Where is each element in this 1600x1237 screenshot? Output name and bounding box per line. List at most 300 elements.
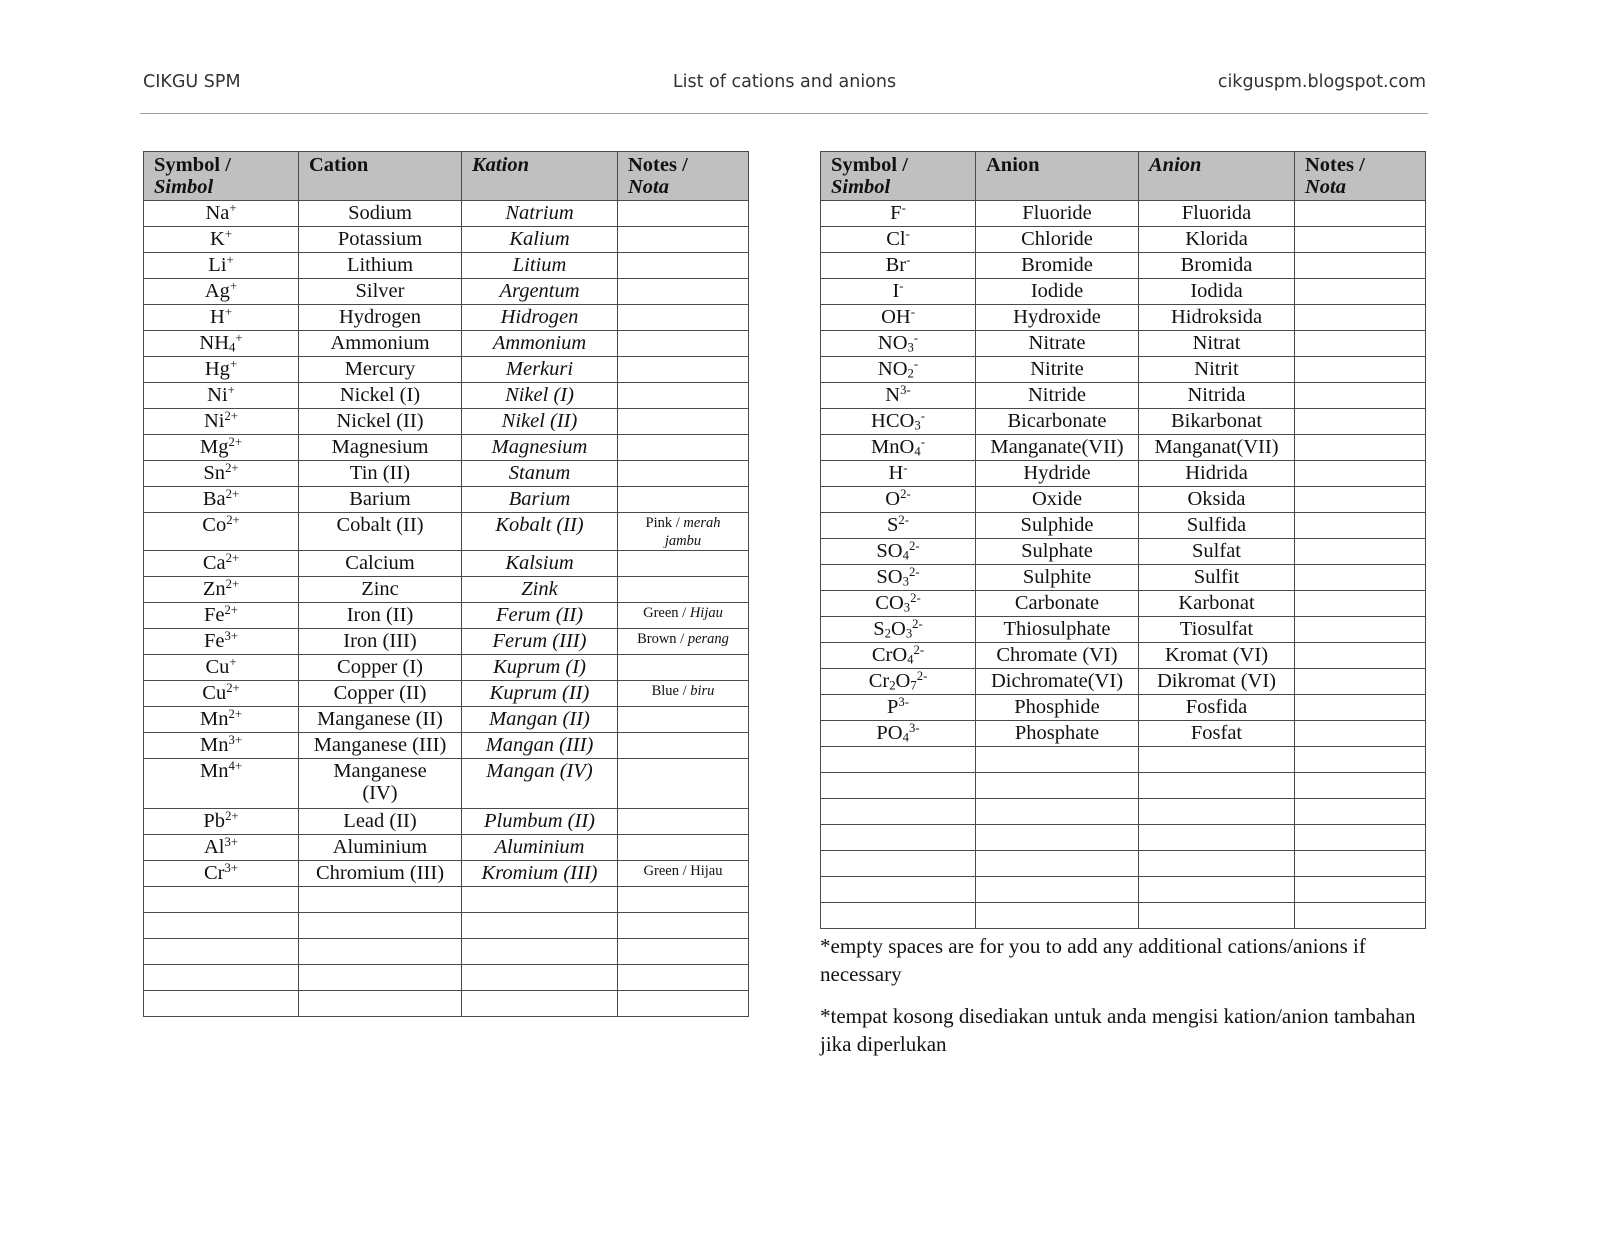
cation-note <box>618 551 749 577</box>
empty-cell <box>976 903 1139 929</box>
cation-symbol: Ag+ <box>144 279 299 305</box>
empty-cell <box>976 851 1139 877</box>
anion-row <box>821 409 1426 435</box>
cation-row <box>144 603 749 629</box>
anion-note <box>1295 383 1426 409</box>
anion-symbol: $SO_4^{2-}$ <box>821 539 976 565</box>
anion-note <box>1295 487 1426 513</box>
anion-symbol: $NO_3^-$ <box>821 331 976 357</box>
anion-name-malay: Bikarbonat <box>1139 409 1295 435</box>
cation-row <box>144 577 749 603</box>
cation-row <box>144 383 749 409</box>
anion-name-malay: Fosfida <box>1139 695 1295 721</box>
cation-table <box>143 151 749 1017</box>
anion-name-english: Bromide <box>976 253 1139 279</box>
anion-empty-row <box>821 825 1426 851</box>
anion-name-english: Nitrate <box>976 331 1139 357</box>
cation-name-malay: Kuprum (II) <box>462 681 618 707</box>
anion-empty-row <box>821 773 1426 799</box>
anion-symbol: $PO_4^{3-}$ <box>821 721 976 747</box>
empty-cell <box>462 991 618 1017</box>
anion-name-malay: Dikromat (VI) <box>1139 669 1295 695</box>
cation-row <box>144 707 749 733</box>
anion-name-english: Oxide <box>976 487 1139 513</box>
anion-row <box>821 669 1426 695</box>
cation-name-english: Iron (III) <box>299 629 462 655</box>
cation-name-malay: Ferum (III) <box>462 629 618 655</box>
cation-symbol: $Pb^{2+}$ <box>144 809 299 835</box>
cation-symbol: $Zn^{2+}$ <box>144 577 299 603</box>
cation-symbol: Li+ <box>144 253 299 279</box>
anion-name-english: Dichromate(VI) <box>976 669 1139 695</box>
anion-empty-row <box>821 877 1426 903</box>
empty-cell <box>976 799 1139 825</box>
cation-name-malay: Mangan (IV) <box>462 759 618 809</box>
column-header-notes: Notes / Nota <box>618 152 749 201</box>
anion-note <box>1295 331 1426 357</box>
cation-name-english: Mercury <box>299 357 462 383</box>
cation-name-malay: Nikel (II) <box>462 409 618 435</box>
anion-note <box>1295 279 1426 305</box>
anion-symbol: F- <box>821 201 976 227</box>
cation-name-malay: Stanum <box>462 461 618 487</box>
anion-symbol: $N^{3-}$ <box>821 383 976 409</box>
anion-name-english: Hydroxide <box>976 305 1139 331</box>
cation-table-header-row <box>144 152 749 201</box>
empty-cell <box>1295 747 1426 773</box>
empty-cell <box>976 825 1139 851</box>
cation-name-malay: Mangan (II) <box>462 707 618 733</box>
cation-note: Green / Hijau <box>618 603 749 629</box>
anion-empty-row <box>821 903 1426 929</box>
column-header-cation: Cation <box>299 152 462 201</box>
anion-name-malay: Fluorida <box>1139 201 1295 227</box>
cation-symbol: $Fe^{3+}$ <box>144 629 299 655</box>
cation-row <box>144 809 749 835</box>
empty-cell <box>144 965 299 991</box>
cation-name-english: Lead (II) <box>299 809 462 835</box>
column-header-notes: Notes / Nota <box>1295 152 1426 201</box>
cation-name-english: Nickel (II) <box>299 409 462 435</box>
cation-note <box>618 655 749 681</box>
anion-symbol: $O^{2-}$ <box>821 487 976 513</box>
empty-cell <box>299 887 462 913</box>
anion-row <box>821 721 1426 747</box>
cation-symbol: $Sn^{2+}$ <box>144 461 299 487</box>
cation-symbol: $Mn^{3+}$ <box>144 733 299 759</box>
cation-name-malay: Litium <box>462 253 618 279</box>
cation-row <box>144 629 749 655</box>
anion-note <box>1295 227 1426 253</box>
cation-symbol: $Ni^{2+}$ <box>144 409 299 435</box>
cation-name-english: Magnesium <box>299 435 462 461</box>
anion-name-english: Iodide <box>976 279 1139 305</box>
cation-symbol: Hg+ <box>144 357 299 383</box>
cation-name-malay: Argentum <box>462 279 618 305</box>
cation-name-malay: Aluminium <box>462 835 618 861</box>
anion-note <box>1295 305 1426 331</box>
cation-note <box>618 305 749 331</box>
anion-note <box>1295 435 1426 461</box>
anion-name-english: Phosphate <box>976 721 1139 747</box>
cation-name-malay: Plumbum (II) <box>462 809 618 835</box>
cation-symbol: $Cu^{2+}$ <box>144 681 299 707</box>
anion-symbol: H- <box>821 461 976 487</box>
cation-symbol: $Mn^{2+}$ <box>144 707 299 733</box>
anion-symbol: CrO$_4^{2-}$ <box>821 643 976 669</box>
cation-row <box>144 513 749 551</box>
cation-name-english: Manganese (II) <box>299 707 462 733</box>
anion-row <box>821 461 1426 487</box>
cation-note <box>618 733 749 759</box>
anion-symbol: $HCO_3^-$ <box>821 409 976 435</box>
anion-row <box>821 279 1426 305</box>
cation-name-malay: Nikel (I) <box>462 383 618 409</box>
cation-note <box>618 835 749 861</box>
cation-row <box>144 759 749 809</box>
anion-empty-row <box>821 851 1426 877</box>
anion-row <box>821 539 1426 565</box>
cation-row <box>144 551 749 577</box>
empty-cell <box>299 939 462 965</box>
anion-symbol: Cl- <box>821 227 976 253</box>
empty-cell <box>462 887 618 913</box>
empty-cell <box>821 799 976 825</box>
anion-table-header-row <box>821 152 1426 201</box>
cation-symbol: Ni+ <box>144 383 299 409</box>
footnote-malay: *tempat kosong disediakan untuk anda mengisi kation/anion tambahan jika diperlukan <box>820 1004 1416 1056</box>
anion-symbol: I- <box>821 279 976 305</box>
cation-row <box>144 279 749 305</box>
cation-row <box>144 305 749 331</box>
anion-name-malay: Tiosulfat <box>1139 617 1295 643</box>
anion-symbol: $S^{2-}$ <box>821 513 976 539</box>
cation-row <box>144 331 749 357</box>
cation-name-english: Cobalt (II) <box>299 513 462 551</box>
anion-name-english: Fluoride <box>976 201 1139 227</box>
cation-note <box>618 201 749 227</box>
empty-cell <box>462 939 618 965</box>
anion-note <box>1295 461 1426 487</box>
anion-note <box>1295 695 1426 721</box>
anion-row <box>821 591 1426 617</box>
column-header-kation: Kation <box>462 152 618 201</box>
empty-cell <box>144 887 299 913</box>
anion-name-malay: Fosfat <box>1139 721 1295 747</box>
anion-name-malay: Nitrat <box>1139 331 1295 357</box>
cation-row <box>144 733 749 759</box>
anion-row <box>821 331 1426 357</box>
cation-symbol: $Ca^{2+}$ <box>144 551 299 577</box>
cation-note <box>618 461 749 487</box>
cation-name-malay: Ferum (II) <box>462 603 618 629</box>
empty-cell <box>1139 851 1295 877</box>
cation-empty-row <box>144 965 749 991</box>
empty-cell <box>1139 877 1295 903</box>
cation-symbol: $Mg^{2+}$ <box>144 435 299 461</box>
cation-symbol: $Mn^{4+}$ <box>144 759 299 809</box>
cation-row <box>144 409 749 435</box>
anion-note <box>1295 721 1426 747</box>
cation-row <box>144 681 749 707</box>
anion-name-malay: Sulfat <box>1139 539 1295 565</box>
empty-cell <box>1295 825 1426 851</box>
anion-name-english: Bicarbonate <box>976 409 1139 435</box>
anion-name-malay: Nitrida <box>1139 383 1295 409</box>
cation-symbol: Cu+ <box>144 655 299 681</box>
anion-row <box>821 513 1426 539</box>
empty-cell <box>618 991 749 1017</box>
anion-symbol: $S_2O_3^{2-}$ <box>821 617 976 643</box>
empty-cell <box>144 939 299 965</box>
anion-name-malay: Bromida <box>1139 253 1295 279</box>
anion-name-english: Phosphide <box>976 695 1139 721</box>
anion-name-malay: Iodida <box>1139 279 1295 305</box>
anion-row <box>821 383 1426 409</box>
cation-note <box>618 357 749 383</box>
cation-name-malay: Kromium (III) <box>462 861 618 887</box>
empty-cell <box>1295 851 1426 877</box>
anion-note <box>1295 201 1426 227</box>
anion-name-english: Carbonate <box>976 591 1139 617</box>
anion-note <box>1295 253 1426 279</box>
cation-row <box>144 487 749 513</box>
anion-symbol: OH- <box>821 305 976 331</box>
cation-empty-row <box>144 939 749 965</box>
cation-name-english: Sodium <box>299 201 462 227</box>
anion-name-english: Sulphide <box>976 513 1139 539</box>
cation-row <box>144 861 749 887</box>
cation-note <box>618 487 749 513</box>
anion-row <box>821 201 1426 227</box>
empty-cell <box>299 965 462 991</box>
column-header-symbol: Symbol / Simbol <box>821 152 976 201</box>
empty-cell <box>462 913 618 939</box>
header-left-label: CIKGU SPM <box>143 72 241 92</box>
empty-cell <box>618 939 749 965</box>
anion-note <box>1295 617 1426 643</box>
empty-cell <box>299 913 462 939</box>
cation-row <box>144 357 749 383</box>
anion-note <box>1295 565 1426 591</box>
anion-symbol: $SO_3^{2-}$ <box>821 565 976 591</box>
anion-note <box>1295 643 1426 669</box>
anion-note <box>1295 669 1426 695</box>
empty-cell <box>821 851 976 877</box>
column-header-symbol: Symbol / Simbol <box>144 152 299 201</box>
empty-cell <box>1295 773 1426 799</box>
anion-name-malay: Hidroksida <box>1139 305 1295 331</box>
empty-cell <box>976 773 1139 799</box>
cation-note <box>618 331 749 357</box>
empty-cell <box>144 913 299 939</box>
empty-cell <box>618 965 749 991</box>
cation-symbol: $NH_4^+$ <box>144 331 299 357</box>
anion-name-english: Chromate (VI) <box>976 643 1139 669</box>
anion-row <box>821 253 1426 279</box>
cation-table-body <box>144 201 749 1017</box>
cation-name-english: Nickel (I) <box>299 383 462 409</box>
cation-note <box>618 383 749 409</box>
header-divider <box>140 113 1428 114</box>
anion-name-english: Nitride <box>976 383 1139 409</box>
cation-row <box>144 253 749 279</box>
cation-name-malay: Kalium <box>462 227 618 253</box>
empty-cell <box>618 913 749 939</box>
cation-note: Brown / perang <box>618 629 749 655</box>
anion-note <box>1295 513 1426 539</box>
cation-note: Blue / biru <box>618 681 749 707</box>
cation-note <box>618 435 749 461</box>
cation-name-english: Ammonium <box>299 331 462 357</box>
column-header-anion-malay: Anion <box>1139 152 1295 201</box>
cation-name-english: Silver <box>299 279 462 305</box>
anion-name-malay: Oksida <box>1139 487 1295 513</box>
empty-cell <box>821 825 976 851</box>
cation-symbol: $Cr^{3+}$ <box>144 861 299 887</box>
cation-name-malay: Zink <box>462 577 618 603</box>
anion-name-malay: Kromat (VI) <box>1139 643 1295 669</box>
cation-name-english: Barium <box>299 487 462 513</box>
anion-name-malay: Nitrit <box>1139 357 1295 383</box>
empty-cell <box>1139 799 1295 825</box>
anion-name-english: Sulphite <box>976 565 1139 591</box>
cation-name-malay: Hidrogen <box>462 305 618 331</box>
cation-name-malay: Ammonium <box>462 331 618 357</box>
anion-name-malay: Sulfida <box>1139 513 1295 539</box>
cation-symbol: K+ <box>144 227 299 253</box>
cation-row <box>144 835 749 861</box>
anion-symbol: $Cr_2O_7^{2-}$ <box>821 669 976 695</box>
empty-cell <box>618 887 749 913</box>
cation-row <box>144 227 749 253</box>
anion-empty-row <box>821 747 1426 773</box>
cation-name-malay: Kuprum (I) <box>462 655 618 681</box>
cation-note: Pink / merah jambu <box>618 513 749 551</box>
cation-symbol: $Co^{2+}$ <box>144 513 299 551</box>
cation-name-english: Copper (II) <box>299 681 462 707</box>
cation-symbol: $Fe^{2+}$ <box>144 603 299 629</box>
anion-name-malay: Sulfit <box>1139 565 1295 591</box>
anion-name-malay: Klorida <box>1139 227 1295 253</box>
anion-symbol: MnO$_4$- <box>821 435 976 461</box>
cation-symbol: $Al^{3+}$ <box>144 835 299 861</box>
empty-cell <box>144 991 299 1017</box>
cation-name-english: Manganese (III) <box>299 733 462 759</box>
anion-table <box>820 151 1426 929</box>
anion-empty-row <box>821 799 1426 825</box>
cation-name-malay: Magnesium <box>462 435 618 461</box>
cation-name-english: Chromium (III) <box>299 861 462 887</box>
cation-note <box>618 253 749 279</box>
anion-symbol: $CO_3^{2-}$ <box>821 591 976 617</box>
cation-name-english: Potassium <box>299 227 462 253</box>
anion-symbol: $P^{3-}$ <box>821 695 976 721</box>
cation-name-english: Zinc <box>299 577 462 603</box>
cation-empty-row <box>144 913 749 939</box>
cation-note <box>618 409 749 435</box>
anion-name-english: Sulphate <box>976 539 1139 565</box>
cation-symbol: $Ba^{2+}$ <box>144 487 299 513</box>
cation-name-english: Aluminium <box>299 835 462 861</box>
cation-row <box>144 435 749 461</box>
anion-row <box>821 435 1426 461</box>
cation-note <box>618 279 749 305</box>
empty-cell <box>976 747 1139 773</box>
anion-name-malay: Hidrida <box>1139 461 1295 487</box>
anion-name-english: Chloride <box>976 227 1139 253</box>
anion-symbol: $NO_2^-$ <box>821 357 976 383</box>
cation-note: Green / Hijau <box>618 861 749 887</box>
cation-name-malay: Kalsium <box>462 551 618 577</box>
cation-row <box>144 201 749 227</box>
anion-note <box>1295 539 1426 565</box>
anion-row <box>821 617 1426 643</box>
empty-cell <box>976 877 1139 903</box>
anion-row <box>821 695 1426 721</box>
cation-note <box>618 759 749 809</box>
anion-name-english: Thiosulphate <box>976 617 1139 643</box>
anion-row <box>821 227 1426 253</box>
anion-name-english: Hydride <box>976 461 1139 487</box>
column-header-anion: Anion <box>976 152 1139 201</box>
cation-name-english: Hydrogen <box>299 305 462 331</box>
empty-cell <box>1139 747 1295 773</box>
anion-note <box>1295 357 1426 383</box>
empty-cell <box>299 991 462 1017</box>
empty-cell <box>821 773 976 799</box>
anion-name-english: Nitrite <box>976 357 1139 383</box>
cation-name-malay: Natrium <box>462 201 618 227</box>
anion-name-english: Manganate(VII) <box>976 435 1139 461</box>
cation-symbol: Na+ <box>144 201 299 227</box>
cation-empty-row <box>144 991 749 1017</box>
cation-name-english: Copper (I) <box>299 655 462 681</box>
cation-name-english: Tin (II) <box>299 461 462 487</box>
cation-symbol: H+ <box>144 305 299 331</box>
anion-note <box>1295 591 1426 617</box>
anion-row <box>821 643 1426 669</box>
cation-name-english: Calcium <box>299 551 462 577</box>
anion-name-malay: Karbonat <box>1139 591 1295 617</box>
anion-row <box>821 487 1426 513</box>
cation-note <box>618 227 749 253</box>
cation-row <box>144 461 749 487</box>
empty-cell <box>821 747 976 773</box>
empty-cell <box>821 903 976 929</box>
cation-name-malay: Mangan (III) <box>462 733 618 759</box>
cation-note <box>618 809 749 835</box>
cation-note <box>618 707 749 733</box>
anion-row <box>821 565 1426 591</box>
cation-empty-row <box>144 887 749 913</box>
cation-row <box>144 655 749 681</box>
header-title: List of cations and anions <box>672 72 897 92</box>
empty-cell <box>1139 825 1295 851</box>
empty-cell <box>1295 903 1426 929</box>
empty-cell <box>462 965 618 991</box>
anion-table-body <box>821 201 1426 929</box>
footnote-english: *empty spaces are for you to add any additional cations/anions if necessary <box>820 934 1366 986</box>
empty-cell <box>1295 877 1426 903</box>
empty-cell <box>1139 903 1295 929</box>
cation-name-english: Lithium <box>299 253 462 279</box>
anion-note <box>1295 409 1426 435</box>
empty-cell <box>821 877 976 903</box>
anion-name-malay: Manganat(VII) <box>1139 435 1295 461</box>
cation-name-malay: Merkuri <box>462 357 618 383</box>
cation-name-malay: Kobalt (II) <box>462 513 618 551</box>
